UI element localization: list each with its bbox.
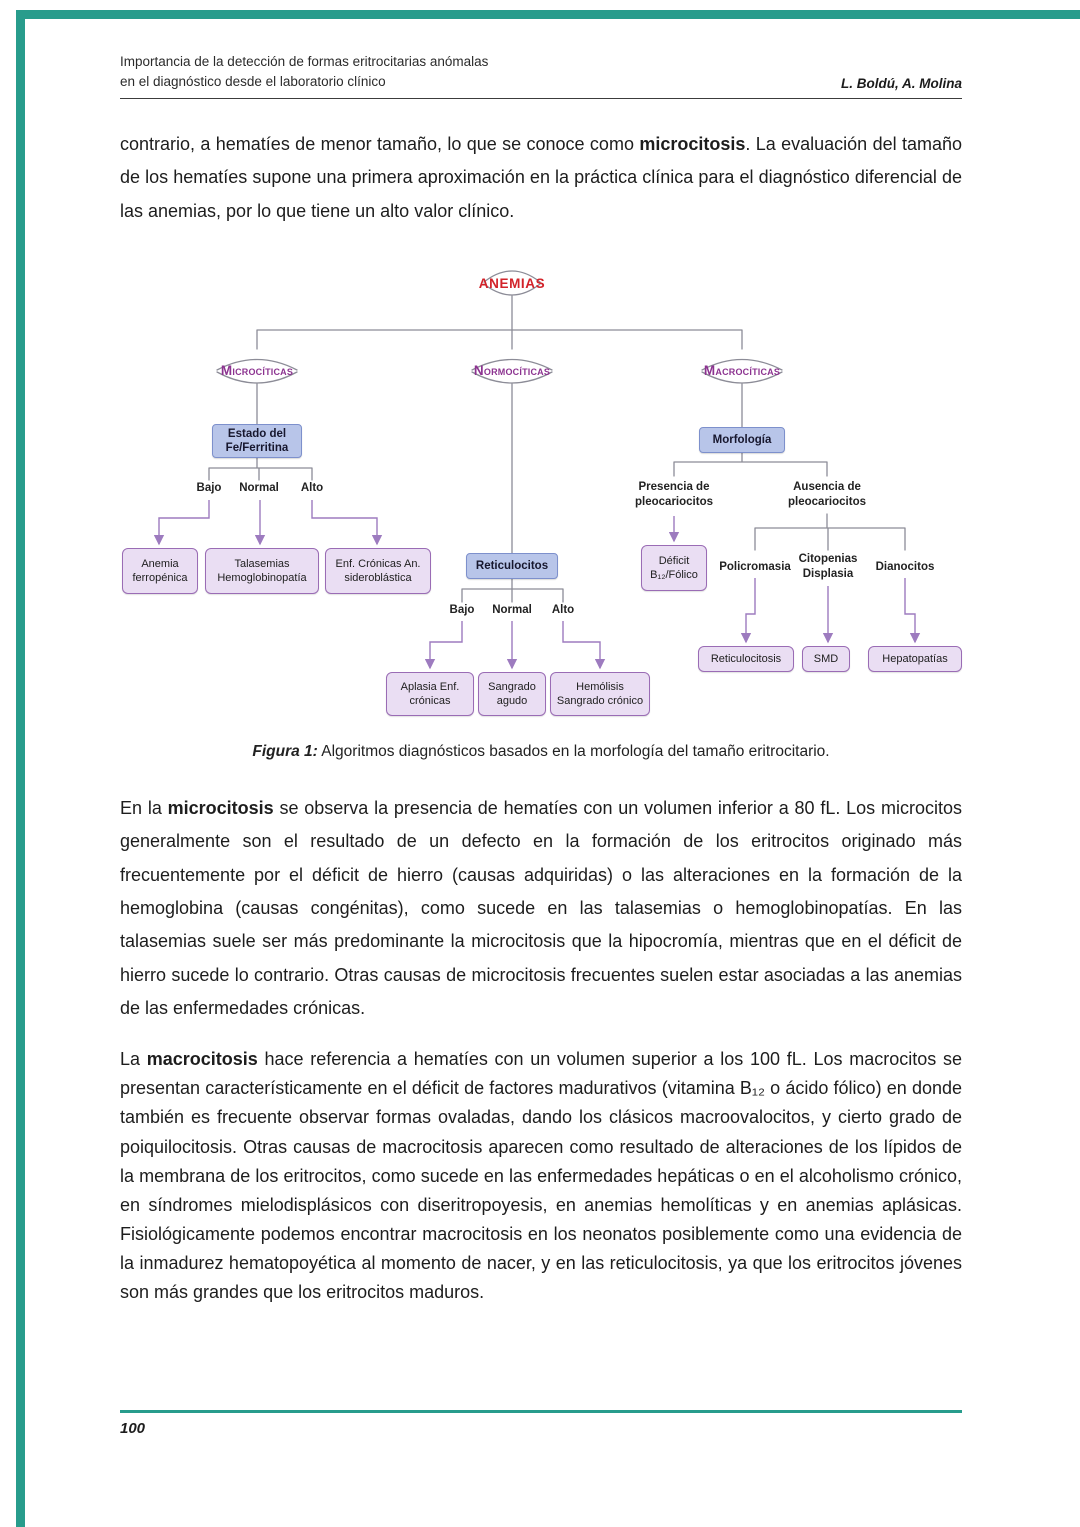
page-content [120, 52, 962, 1308]
page-footer [120, 1410, 962, 1437]
label-normo-normal: Normal [492, 604, 532, 617]
node-microciticas: Microcíticas [220, 362, 294, 378]
box-estado-fe-ferritina: Estado del Fe/Ferritina [212, 424, 302, 458]
label-micro-alto: Alto [300, 482, 324, 495]
figure-caption-text: Algoritmos diagnósticos basados en la morfología del tamaño eritrocitario. [317, 743, 830, 761]
intro-text-post: . La evaluación del tamaño de los hematíes supone una primera aproximación en la práctica clínica para el diagnóstico diferencial de las anemias, por lo que tiene un alto valor clínico. [120, 134, 962, 221]
figure-caption-label: Figura 1: [252, 743, 318, 761]
label-micro-bajo: Bajo [196, 482, 222, 495]
box-sangrado-agudo: Sangrado agudo [478, 672, 546, 716]
header-authors: L. Boldú, A. Molina [841, 76, 962, 92]
label-ausencia-pleocariocitos: Ausencia de pleocariocitos [788, 481, 866, 509]
running-title [120, 52, 488, 91]
box-aplasia-enf-cronicas: Aplasia Enf. crónicas [386, 672, 474, 716]
box-enf-cronicas-sideroblastica: Enf. Crónicas An. sideroblástica [325, 548, 431, 594]
label-policromasia: Policromasia [719, 560, 791, 573]
figure-caption [120, 743, 962, 761]
label-dianocitos: Dianocitos [875, 560, 935, 573]
paragraph-microcitosis [120, 792, 962, 1025]
footer-rule [120, 1410, 962, 1413]
box-deficit-b12-folico: Déficit B₁₂/Fólico [641, 545, 707, 591]
macro-text-post: hace referencia a hematíes con un volumen superior a los 100 fL. Los macrocitos se presentan característicamente en el déficit de factores madurativos (vitamina B₁₂ o ácido fólico) en donde también es frecuente observar formas ovaladas, dando los clásicos macroovalocitos, y cierto grado de poiquilocitosis. Otras causas de macrocitosis aparecen como resultado de alteraciones de los lípidos de la membrana de los eritrocitos, como sucede en las enfermedades hepáticas o en el alcoholismo crónico, en síndromes mielodisplásicos con diseritropoyesis, en anemias hemolíticas y en anemias aplásicas. Fisiológicamente podemos encontrar macrocitosis en los neonatos posiblemente como una evidencia de la inmadurez hematopoyética al momento de nacer, y en las reticulocitosis, ya que los eritrocitos jóvenes son más grandes que los eritrocitos maduros. [120, 1049, 962, 1303]
label-normo-bajo: Bajo [449, 604, 475, 617]
box-hemolisis-sangrado-cronico: Hemólisis Sangrado crónico [550, 672, 650, 716]
node-macrociticas: Macrocíticas [703, 362, 781, 378]
box-hepatopatias: Hepatopatías [868, 646, 962, 672]
box-reticulocitos: Reticulocitos [466, 553, 558, 579]
box-reticulocitosis: Reticulocitosis [698, 646, 794, 672]
label-micro-normal: Normal [239, 482, 279, 495]
paragraph-intro [120, 128, 962, 228]
page-accent-bar-top [16, 10, 1080, 19]
running-title-line2: en el diagnóstico desde el laboratorio clínico [120, 73, 386, 89]
label-citopenias-displasia: Citopenias Displasia [798, 553, 858, 581]
paragraph-macrocitosis [120, 1045, 962, 1307]
macro-text-pre: La [120, 1049, 147, 1070]
header-rule [120, 98, 962, 99]
intro-term-microcitosis: microcitosis [639, 134, 746, 155]
intro-text-pre: contrario, a hematíes de menor tamaño, lo que se conoce como [120, 134, 640, 155]
node-anemias: ANEMIAS [478, 275, 546, 291]
page-number: 100 [120, 1420, 146, 1437]
box-morfologia: Morfología [699, 427, 785, 453]
micro-text-pre: En la [120, 798, 168, 819]
page-accent-bar-left [16, 10, 25, 1527]
running-title-line1: Importancia de la detección de formas eritrocitarias anómalas [120, 54, 489, 69]
running-header [120, 52, 962, 91]
node-normociticas: Normocíticas [473, 362, 551, 378]
label-normo-alto: Alto [551, 604, 575, 617]
box-talasemias-hemoglobinopatia: Talasemias Hemoglobinopatía [205, 548, 319, 594]
box-anemia-ferropenica: Anemia ferropénica [122, 548, 198, 594]
figure-flowchart [120, 252, 962, 722]
box-smd: SMD [802, 646, 850, 672]
micro-text-post: se observa la presencia de hematíes con un volumen inferior a 80 fL. Los microcitos generalmente son el resultado de un defecto en la formación de los eritrocitos originado más frecuentemente por el déficit de hierro (causas adquiridas) o las alteraciones en la formación de la hemoglobina (causas congénitas), como sucede en las talasemias o hemoglobinopatías. En las talasemias suele ser más predominante la microcitosis que la hipocromía, mientras que en el déficit de hierro sucede lo contrario. Otras causas de microcitosis frecuentes suelen estar asociadas a las anemias de las enfermedades crónicas. [120, 798, 962, 1018]
macro-term-macrocitosis: macrocitosis [146, 1049, 258, 1070]
label-presencia-pleocariocitos: Presencia de pleocariocitos [635, 481, 713, 509]
micro-term-microcitosis: microcitosis [167, 798, 274, 819]
